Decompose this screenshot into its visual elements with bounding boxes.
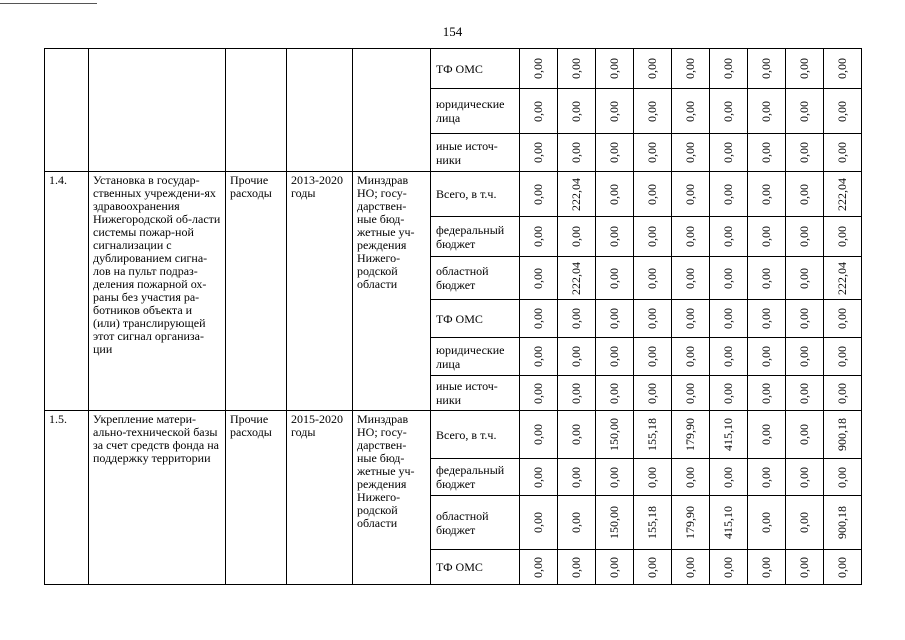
funding-source xyxy=(431,217,520,257)
value-text: 0,00 xyxy=(721,142,735,163)
value-text: 0,00 xyxy=(645,346,659,367)
value-cell xyxy=(520,459,558,496)
value-text: 0,00 xyxy=(683,226,697,247)
value-text: 0,00 xyxy=(721,382,735,404)
value-cell xyxy=(672,49,710,89)
value-text: 0,00 xyxy=(759,226,773,247)
funding-source-label: Всего, в т.ч. xyxy=(436,187,497,201)
value-text: 0,00 xyxy=(797,466,811,488)
value-cell xyxy=(710,134,748,172)
value-text: 0,00 xyxy=(721,556,735,578)
value-cell xyxy=(634,89,672,134)
value-text: 0,00 xyxy=(607,382,621,404)
value-text: 0,00 xyxy=(607,556,621,578)
table-row xyxy=(45,411,862,459)
value-cell xyxy=(824,257,862,300)
value-text: 0,00 xyxy=(645,466,659,488)
value-cell xyxy=(710,411,748,459)
value-cell xyxy=(786,217,824,257)
funding-source-label: ТФ ОМС xyxy=(436,61,483,76)
executor: Минздрав НО; госу-дарствен-ные бюд-жетные уч-реждения Нижего-родской области xyxy=(353,172,431,411)
value-cell xyxy=(596,49,634,89)
budget-table xyxy=(44,48,862,585)
value-cell xyxy=(596,376,634,411)
value-text: 0,00 xyxy=(797,267,811,289)
item-name: Укрепление матери-ально-технической базы за счет средств фонда на поддержку территории xyxy=(89,411,226,585)
value-text: 0,00 xyxy=(759,382,773,404)
value-cell xyxy=(520,550,558,585)
value-cell xyxy=(710,459,748,496)
value-cell xyxy=(634,459,672,496)
value-text: 0,00 xyxy=(759,512,773,533)
value-text: 0,00 xyxy=(759,424,773,445)
value-text: 0,00 xyxy=(797,556,811,578)
value-cell xyxy=(520,300,558,338)
funding-source-label: юридические лица xyxy=(436,342,505,371)
value-text: 0,00 xyxy=(531,382,545,404)
value-cell xyxy=(824,134,862,172)
funding-source-label: федеральный бюджет xyxy=(436,222,505,251)
value-text: 0,00 xyxy=(797,100,811,122)
value-text: 0,00 xyxy=(531,100,545,122)
value-cell xyxy=(596,134,634,172)
value-cell xyxy=(520,89,558,134)
value-text: 222,04 xyxy=(835,261,849,295)
value-text: 415,10 xyxy=(721,418,735,451)
value-text: 0,00 xyxy=(835,226,849,247)
funding-source xyxy=(431,49,520,89)
table-row xyxy=(45,172,862,217)
period: 2015-2020 годы xyxy=(287,411,353,585)
value-cell xyxy=(558,496,596,550)
value-text: 0,00 xyxy=(683,466,697,488)
value-text: 0,00 xyxy=(797,382,811,404)
value-cell xyxy=(520,496,558,550)
value-text: 0,00 xyxy=(645,556,659,578)
value-cell xyxy=(786,300,824,338)
expense-type: Прочие расходы xyxy=(226,411,287,585)
value-text: 0,00 xyxy=(531,512,545,533)
executor-cell xyxy=(353,49,431,172)
value-text: 0,00 xyxy=(645,382,659,404)
value-text: 0,00 xyxy=(531,142,545,163)
value-text: 900,18 xyxy=(835,418,849,451)
value-text: 179,90 xyxy=(683,506,697,539)
value-text: 0,00 xyxy=(607,142,621,163)
value-text: 0,00 xyxy=(607,100,621,122)
value-cell xyxy=(710,172,748,217)
value-cell xyxy=(596,496,634,550)
value-cell xyxy=(558,217,596,257)
value-cell xyxy=(786,550,824,585)
value-cell xyxy=(748,459,786,496)
value-cell xyxy=(634,550,672,585)
value-cell xyxy=(786,257,824,300)
value-cell xyxy=(786,49,824,89)
value-cell xyxy=(558,300,596,338)
value-text: 0,00 xyxy=(531,424,545,445)
value-cell xyxy=(786,338,824,376)
value-cell xyxy=(710,49,748,89)
value-cell xyxy=(748,300,786,338)
value-text: 0,00 xyxy=(607,58,621,79)
value-cell xyxy=(558,89,596,134)
value-cell xyxy=(634,376,672,411)
value-text: 0,00 xyxy=(797,424,811,445)
value-text: 0,00 xyxy=(683,58,697,79)
value-text: 0,00 xyxy=(569,424,583,445)
value-text: 0,00 xyxy=(531,183,545,205)
funding-source xyxy=(431,496,520,550)
funding-source-label: юридические лица xyxy=(436,97,505,125)
value-cell xyxy=(824,172,862,217)
value-cell xyxy=(824,338,862,376)
value-cell xyxy=(596,300,634,338)
funding-source xyxy=(431,172,520,217)
funding-source-label: областной бюджет xyxy=(436,508,489,537)
value-cell xyxy=(786,496,824,550)
item-number: 1.5. xyxy=(45,411,89,585)
value-cell xyxy=(596,338,634,376)
funding-source-label: ТФ ОМС xyxy=(436,311,483,326)
value-cell xyxy=(748,376,786,411)
value-text: 0,00 xyxy=(569,512,583,533)
value-text: 0,00 xyxy=(683,267,697,289)
value-text: 0,00 xyxy=(759,58,773,79)
value-text: 0,00 xyxy=(721,100,735,122)
value-text: 0,00 xyxy=(607,226,621,247)
value-text: 0,00 xyxy=(797,226,811,247)
item-number: 1.4. xyxy=(45,172,89,411)
funding-source xyxy=(431,550,520,585)
value-cell xyxy=(558,49,596,89)
value-cell xyxy=(824,217,862,257)
value-text: 0,00 xyxy=(835,382,849,404)
value-text: 0,00 xyxy=(683,183,697,205)
value-text: 0,00 xyxy=(569,226,583,247)
value-text: 0,00 xyxy=(797,512,811,533)
value-text: 0,00 xyxy=(531,308,545,329)
value-cell xyxy=(824,89,862,134)
value-cell xyxy=(748,217,786,257)
value-text: 0,00 xyxy=(721,466,735,488)
value-text: 0,00 xyxy=(531,226,545,247)
value-text: 0,00 xyxy=(759,267,773,289)
value-cell xyxy=(786,459,824,496)
value-cell xyxy=(748,49,786,89)
value-text: 0,00 xyxy=(569,58,583,79)
funding-source-label: иные источ-ники xyxy=(436,379,498,407)
value-text: 0,00 xyxy=(683,142,697,163)
value-text: 179,90 xyxy=(683,418,697,451)
value-cell xyxy=(748,89,786,134)
value-cell xyxy=(520,376,558,411)
funding-source-label: областной бюджет xyxy=(436,264,489,292)
value-cell xyxy=(558,172,596,217)
value-cell xyxy=(748,257,786,300)
value-cell xyxy=(596,89,634,134)
value-cell xyxy=(824,300,862,338)
value-cell xyxy=(520,217,558,257)
value-cell xyxy=(786,376,824,411)
value-cell xyxy=(672,550,710,585)
value-cell xyxy=(824,550,862,585)
value-text: 0,00 xyxy=(683,308,697,329)
header-rule xyxy=(0,3,97,4)
value-text: 0,00 xyxy=(797,346,811,367)
value-text: 0,00 xyxy=(569,382,583,404)
value-cell xyxy=(634,217,672,257)
funding-source xyxy=(431,459,520,496)
value-text: 0,00 xyxy=(721,267,735,289)
value-cell xyxy=(672,338,710,376)
value-cell xyxy=(824,411,862,459)
value-text: 0,00 xyxy=(569,346,583,367)
value-text: 0,00 xyxy=(759,466,773,488)
value-cell xyxy=(596,550,634,585)
value-cell xyxy=(634,257,672,300)
value-text: 0,00 xyxy=(759,183,773,205)
funding-source xyxy=(431,89,520,134)
value-cell xyxy=(710,338,748,376)
value-text: 0,00 xyxy=(759,142,773,163)
funding-source xyxy=(431,376,520,411)
value-cell xyxy=(558,550,596,585)
item-name: Установка в государ-ственных учреждени-ях здравоохранения Нижегородской об-ласти системы пожар-ной сигнализации с дублированием сигна-лов на пульт подраз-деления пожарной ох-раны без участия ра-ботников объекта и (или) транслирующей этот сигнал организа-ции xyxy=(89,172,226,411)
value-cell xyxy=(520,49,558,89)
value-text: 0,00 xyxy=(531,58,545,79)
funding-source-label: ТФ ОМС xyxy=(436,560,483,574)
value-text: 155,18 xyxy=(645,506,659,539)
value-text: 0,00 xyxy=(835,58,849,79)
funding-source-label: иные источ-ники xyxy=(436,138,498,167)
value-text: 0,00 xyxy=(683,346,697,367)
value-text: 0,00 xyxy=(645,142,659,163)
value-text: 0,00 xyxy=(607,183,621,205)
value-cell xyxy=(558,338,596,376)
value-cell xyxy=(710,257,748,300)
value-text: 0,00 xyxy=(645,183,659,205)
value-text: 150,00 xyxy=(607,506,621,539)
value-text: 0,00 xyxy=(645,308,659,329)
value-text: 0,00 xyxy=(645,58,659,79)
expense-type-cell xyxy=(226,49,287,172)
value-text: 0,00 xyxy=(683,382,697,404)
value-cell xyxy=(558,376,596,411)
value-cell xyxy=(634,338,672,376)
value-text: 0,00 xyxy=(797,142,811,163)
value-text: 0,00 xyxy=(759,346,773,367)
value-text: 0,00 xyxy=(797,308,811,329)
value-text: 0,00 xyxy=(531,466,545,488)
value-cell xyxy=(748,338,786,376)
value-text: 0,00 xyxy=(569,100,583,122)
value-cell xyxy=(672,459,710,496)
value-text: 0,00 xyxy=(569,308,583,329)
table-row xyxy=(45,49,862,89)
value-text: 0,00 xyxy=(721,183,735,205)
value-cell xyxy=(824,49,862,89)
value-text: 0,00 xyxy=(797,58,811,79)
value-text: 0,00 xyxy=(569,556,583,578)
value-text: 0,00 xyxy=(531,267,545,289)
value-text: 0,00 xyxy=(721,346,735,367)
funding-source-label: федеральный бюджет xyxy=(436,463,505,491)
value-cell xyxy=(596,217,634,257)
funding-source xyxy=(431,411,520,459)
value-text: 0,00 xyxy=(835,466,849,488)
funding-source xyxy=(431,257,520,300)
funding-source xyxy=(431,300,520,338)
value-text: 415,10 xyxy=(721,506,735,539)
value-cell xyxy=(824,496,862,550)
value-text: 0,00 xyxy=(835,142,849,163)
value-cell xyxy=(672,257,710,300)
value-text: 0,00 xyxy=(645,226,659,247)
value-cell xyxy=(558,257,596,300)
value-text: 150,00 xyxy=(607,418,621,451)
value-cell xyxy=(634,496,672,550)
value-text: 0,00 xyxy=(759,100,773,122)
value-text: 0,00 xyxy=(835,308,849,329)
item-number-cell xyxy=(45,49,89,172)
value-cell xyxy=(672,376,710,411)
page-number: 154 xyxy=(442,24,463,39)
value-cell xyxy=(786,411,824,459)
value-text: 0,00 xyxy=(797,183,811,205)
value-cell xyxy=(558,134,596,172)
funding-source xyxy=(431,134,520,172)
value-cell xyxy=(596,459,634,496)
value-cell xyxy=(710,89,748,134)
value-text: 0,00 xyxy=(607,346,621,367)
value-cell xyxy=(748,134,786,172)
value-cell xyxy=(520,134,558,172)
value-cell xyxy=(748,172,786,217)
value-text: 0,00 xyxy=(645,267,659,289)
value-text: 0,00 xyxy=(531,556,545,578)
value-text: 0,00 xyxy=(607,267,621,289)
value-cell xyxy=(558,459,596,496)
value-text: 0,00 xyxy=(569,466,583,488)
value-cell xyxy=(786,134,824,172)
value-cell xyxy=(748,496,786,550)
value-cell xyxy=(672,496,710,550)
value-text: 0,00 xyxy=(759,308,773,329)
value-text: 0,00 xyxy=(721,308,735,329)
value-text: 155,18 xyxy=(645,418,659,451)
value-cell xyxy=(634,134,672,172)
expense-type: Прочие расходы xyxy=(226,172,287,411)
value-cell xyxy=(672,89,710,134)
value-cell xyxy=(520,338,558,376)
value-cell xyxy=(520,257,558,300)
value-cell xyxy=(634,411,672,459)
value-cell xyxy=(634,49,672,89)
value-text: 0,00 xyxy=(607,308,621,329)
value-text: 0,00 xyxy=(835,346,849,367)
executor: Минздрав НО; госу-дарствен-ные бюд-жетные уч-реждения Нижего-родской области xyxy=(353,411,431,585)
funding-source-label: Всего, в т.ч. xyxy=(436,427,497,442)
value-text: 222,04 xyxy=(569,177,583,211)
value-cell xyxy=(824,459,862,496)
value-cell xyxy=(824,376,862,411)
value-cell xyxy=(634,172,672,217)
value-cell xyxy=(520,172,558,217)
period: 2013-2020 годы xyxy=(287,172,353,411)
value-cell xyxy=(634,300,672,338)
value-text: 0,00 xyxy=(531,346,545,367)
value-text: 0,00 xyxy=(835,556,849,578)
period-cell xyxy=(287,49,353,172)
value-cell xyxy=(672,134,710,172)
value-text: 0,00 xyxy=(721,58,735,79)
value-cell xyxy=(672,300,710,338)
value-cell xyxy=(710,217,748,257)
value-cell xyxy=(748,411,786,459)
value-cell xyxy=(748,550,786,585)
value-cell xyxy=(786,172,824,217)
value-cell xyxy=(596,257,634,300)
value-text: 0,00 xyxy=(607,466,621,488)
value-text: 0,00 xyxy=(645,100,659,122)
value-text: 900,18 xyxy=(835,506,849,539)
value-text: 222,04 xyxy=(569,261,583,295)
value-cell xyxy=(672,172,710,217)
value-text: 0,00 xyxy=(835,100,849,122)
value-text: 0,00 xyxy=(569,142,583,163)
value-cell xyxy=(710,550,748,585)
value-text: 0,00 xyxy=(721,226,735,247)
value-cell xyxy=(672,217,710,257)
value-cell xyxy=(596,411,634,459)
value-text: 0,00 xyxy=(683,100,697,122)
funding-source xyxy=(431,338,520,376)
value-cell xyxy=(596,172,634,217)
value-cell xyxy=(786,89,824,134)
value-cell xyxy=(520,411,558,459)
value-cell xyxy=(672,411,710,459)
value-text: 0,00 xyxy=(759,556,773,578)
value-cell xyxy=(710,376,748,411)
value-text: 0,00 xyxy=(683,556,697,578)
value-cell xyxy=(710,496,748,550)
value-text: 222,04 xyxy=(835,177,849,211)
value-cell xyxy=(558,411,596,459)
item-name-cell xyxy=(89,49,226,172)
value-cell xyxy=(710,300,748,338)
